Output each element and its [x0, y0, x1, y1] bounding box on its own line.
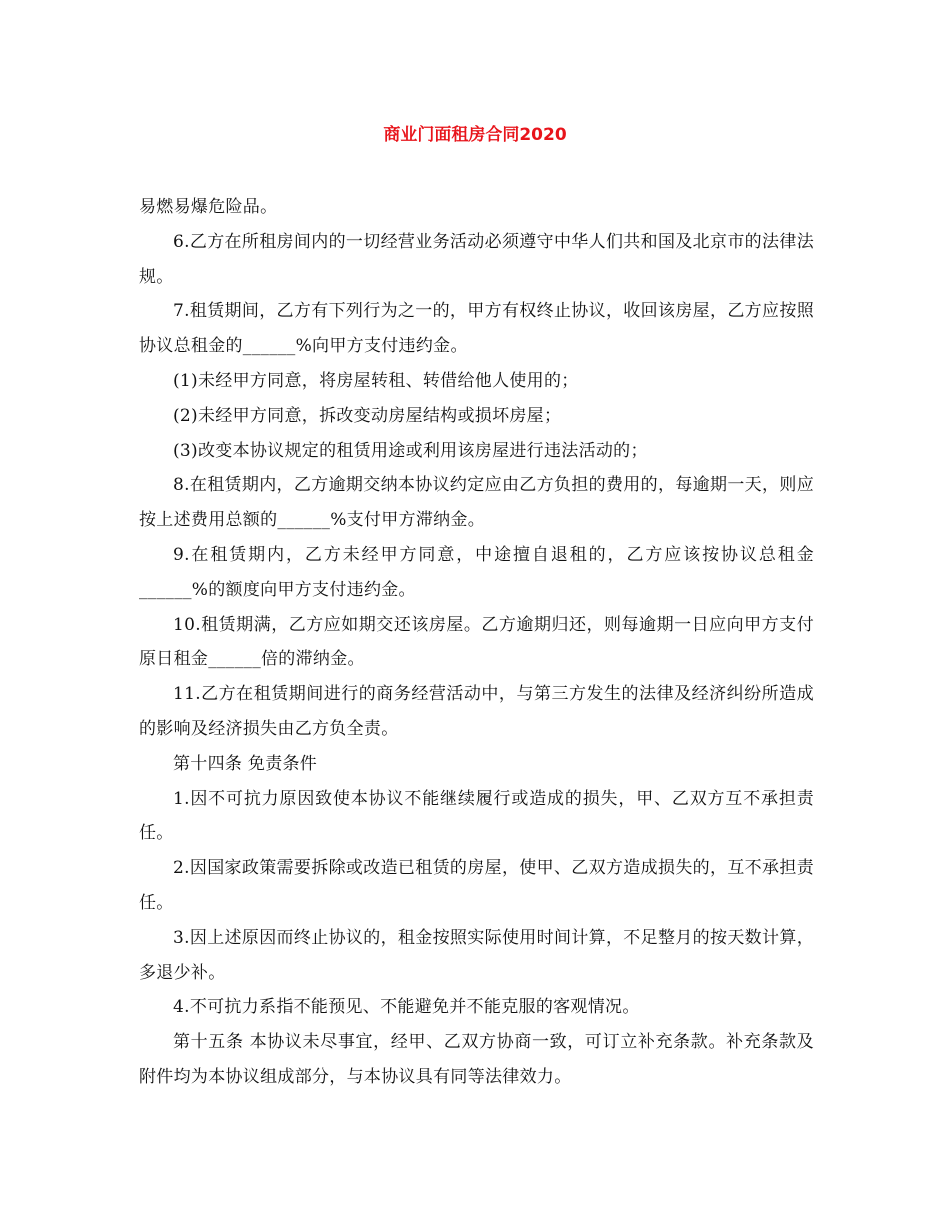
paragraph: 11.乙方在租赁期间进行的商务经营活动中，与第三方发生的法律及经济纠纷所造成的影响及经济损失由乙方负全责。	[139, 684, 814, 739]
paragraph: 第十五条 本协议未尽事宜，经甲、乙双方协商一致，可订立补充条款。补充条款及附件均为本协议组成部分，与本协议具有同等法律效力。	[139, 1032, 814, 1087]
paragraph: (2)未经甲方同意，拆改变动房屋结构或损坏房屋；	[173, 405, 562, 426]
document-title: 商业门面租房合同2020	[383, 125, 567, 145]
paragraph: (1)未经甲方同意，将房屋转租、转借给他人使用的；	[173, 370, 579, 391]
paragraph: 1.因不可抗力原因致使本协议不能继续履行或造成的损失，甲、乙双方互不承担责任。	[139, 788, 814, 844]
section-heading: 第十四条 免责条件	[173, 753, 318, 774]
document-body	[139, 190, 814, 1095]
paragraph: 易燃易爆危险品。	[139, 197, 278, 217]
paragraph: 6.乙方在所租房间内的一切经营业务活动必须遵守中华人们共和国及北京市的法律法规。	[139, 231, 814, 287]
paragraph: 8.在租赁期内，乙方逾期交纳本协议约定应由乙方负担的费用的，每逾期一天，则应按上述费用总额的______%支付甲方滞纳金。	[139, 475, 814, 531]
paragraph: 7.租赁期间，乙方有下列行为之一的，甲方有权终止协议，收回该房屋，乙方应按照协议总租金的______%向甲方支付违约金。	[139, 301, 814, 357]
paragraph: 3.因上述原因而终止协议的，租金按照实际使用时间计算，不足整月的按天数计算，多退少补。	[139, 927, 814, 983]
paragraph: 9.在租赁期内，乙方未经甲方同意，中途擅自退租的，乙方应该按协议总租金______%的额度向甲方支付违约金。	[139, 544, 814, 600]
paragraph: 10.租赁期满，乙方应如期交还该房屋。乙方逾期归还，则每逾期一日应向甲方支付原日租金______倍的滞纳金。	[139, 614, 814, 670]
paragraph: (3)改变本协议规定的租赁用途或利用该房屋进行违法活动的；	[173, 440, 648, 461]
paragraph: 4.不可抗力系指不能预见、不能避免并不能克服的客观情况。	[173, 997, 640, 1018]
paragraph: 2.因国家政策需要拆除或改造已租赁的房屋，使甲、乙双方造成损失的，互不承担责任。	[139, 858, 814, 913]
